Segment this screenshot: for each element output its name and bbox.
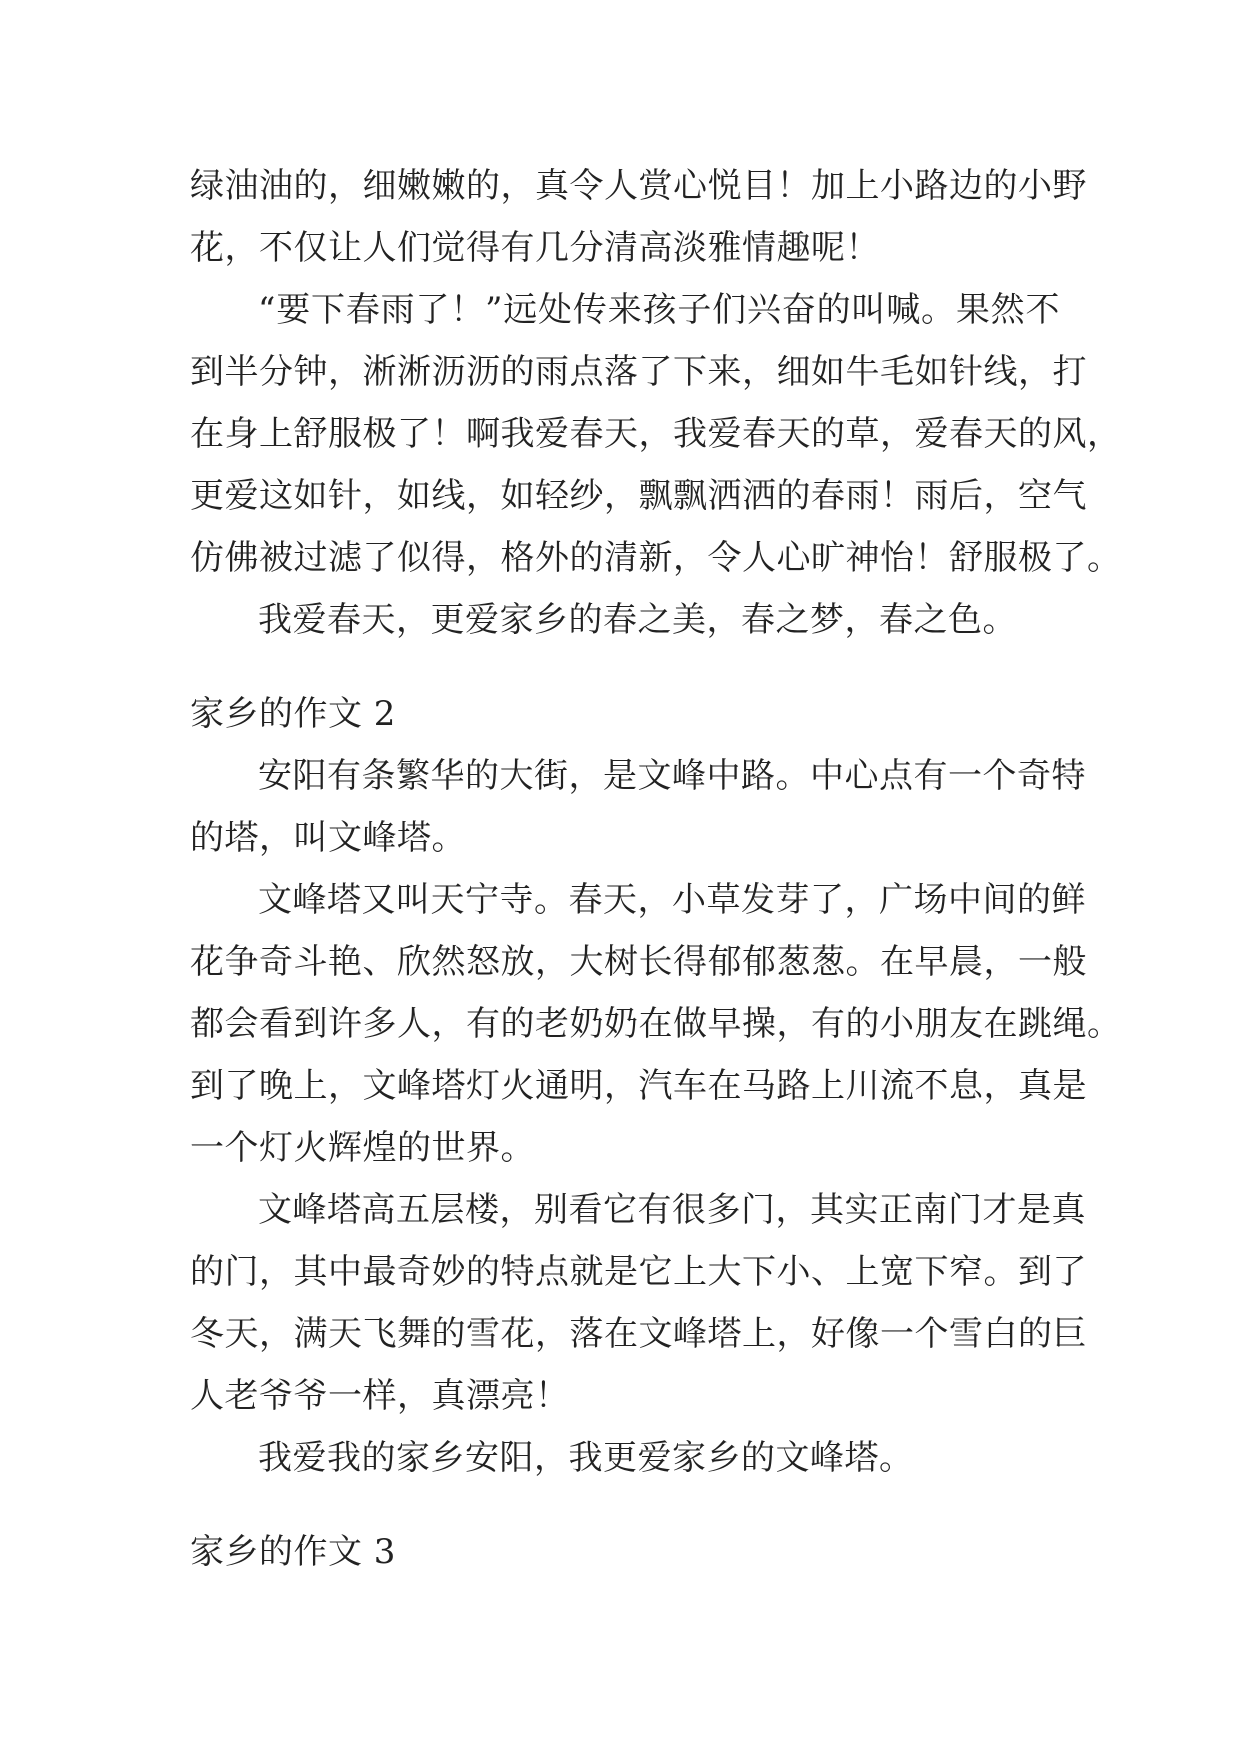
- paragraph-line: 的门，其中最奇妙的特点就是它上大下小、上宽下窄。到了: [190, 1252, 1087, 1292]
- paragraph-line: 一个灯火辉煌的世界。: [190, 1128, 535, 1168]
- section-heading: 家乡的作文 3: [190, 1532, 396, 1572]
- paragraph-line: 花争奇斗艳、欣然怒放，大树长得郁郁葱葱。在早晨，一般: [190, 942, 1087, 982]
- paragraph-line: 绿油油的，细嫩嫩的，真令人赏心悦目！加上小路边的小野: [190, 166, 1087, 206]
- section-heading: 家乡的作文 2: [190, 694, 396, 734]
- paragraph-line: 文峰塔高五层楼，别看它有很多门，其实正南门才是真: [258, 1190, 1086, 1230]
- paragraph-line: 冬天，满天飞舞的雪花，落在文峰塔上，好像一个雪白的巨: [190, 1314, 1087, 1354]
- paragraph-line: “要下春雨了！”远处传来孩子们兴奋的叫喊。果然不: [258, 290, 1060, 330]
- paragraph-line: 在身上舒服极了！啊我爱春天，我爱春天的草，爱春天的风，: [190, 414, 1122, 454]
- paragraph-line: 的塔，叫文峰塔。: [190, 818, 466, 858]
- paragraph-line: 人老爷爷一样，真漂亮！: [190, 1376, 570, 1416]
- paragraph-line: 到半分钟，淅淅沥沥的雨点落了下来，细如牛毛如针线，打: [190, 352, 1087, 392]
- paragraph-line: 安阳有条繁华的大街，是文峰中路。中心点有一个奇特: [258, 756, 1086, 796]
- paragraph-line: 花，不仅让人们觉得有几分清高淡雅情趣呢！: [190, 228, 880, 268]
- paragraph-line: 更爱这如针，如线，如轻纱，飘飘洒洒的春雨！雨后，空气: [190, 476, 1087, 516]
- paragraph-line: 到了晚上，文峰塔灯火通明，汽车在马路上川流不息，真是: [190, 1066, 1087, 1106]
- paragraph-line: 我爱我的家乡安阳，我更爱家乡的文峰塔。: [258, 1438, 914, 1478]
- paragraph-line: 都会看到许多人，有的老奶奶在做早操，有的小朋友在跳绳。: [190, 1004, 1122, 1044]
- paragraph-line: 仿佛被过滤了似得，格外的清新，令人心旷神怡！舒服极了。: [190, 538, 1122, 578]
- paragraph-line: 文峰塔又叫天宁寺。春天，小草发芽了，广场中间的鲜: [258, 880, 1086, 920]
- paragraph-line: 我爱春天，更爱家乡的春之美，春之梦，春之色。: [258, 600, 1017, 640]
